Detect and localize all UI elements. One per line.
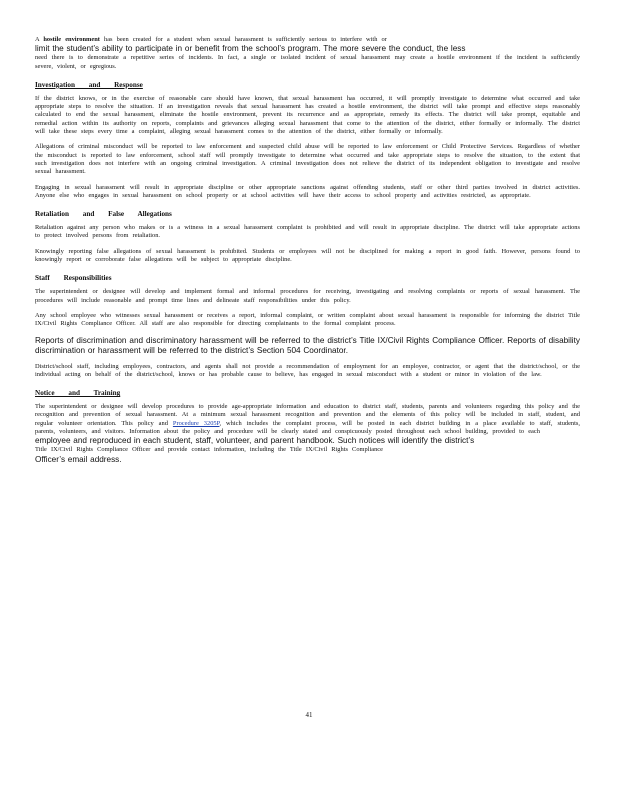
- staff-paragraph-3: District/school staff, including employees, contractors, and agents shall not provide a recommendation of employment for an employee, contractor, or agent that the district/school, or the individual acting on behalf of the district/school, knows or has probable cause to believe, has engaged in sexual misconduct with a student or minor in violation of the law.: [35, 362, 580, 378]
- notice-text-after: , which includes the complaint process, will be posted in each district building in a place available to staff, students, parents, volunteers, and visitors. Information about the policy and procedure will be clearly stated and conspicuously posted throughout each school building, provided to each: [35, 419, 580, 436]
- intro-paragraph: A hostile environment has been created for a student when sexual harassment is sufficiently serious to interfere with or: [35, 36, 387, 43]
- staff-paragraph-1: The superintendent or designee will develop and implement formal and informal procedures for receiving, investigating and resolving complaints or reports of sexual harassment. The procedures will include reasonable and prompt time lines and delineate staff responsibilities under this policy.: [35, 288, 580, 304]
- retaliation-paragraph-1: Retaliation against any person who makes or is a witness in a sexual harassment complaint is prohibited and will result in appropriate discipline. The district will take appropriate actions to protect involved persons from retaliation.: [35, 224, 580, 240]
- procedure-3205p-link[interactable]: Procedure 3205P: [172, 419, 220, 427]
- notice-heading: Notice and Training: [35, 389, 121, 398]
- staff-paragraph-2: Any school employee who witnesses sexual harassment or receives a report, informal complaint, or written complaint about sexual harassment is responsible for informing the district Title IX/Civil Rights Compliance Officer. All staff are also responsible for directing complainants to the formal complaint process.: [35, 311, 580, 328]
- notice-tail-line: Title IX/Civil Rights Compliance Officer and provide contact information, including the Title IX/Civil Rights Compliance: [35, 446, 383, 454]
- intro-text-1: has been created for a student when sexual harassment is sufficiently serious to interfere with or: [99, 36, 387, 43]
- staff-heading: Staff Responsibilities: [35, 274, 112, 283]
- investigation-paragraph-1: If the district knows, or in the exercise of reasonable care should have known, that sexual harassment has occurred, it will promptly investigate to determine what occurred and take appropriate steps to resolve the situation. If an investigation reveals that sexual harassment has created a hostile environment, the district will take prompt and effective steps reasonably calculated to end the sexual harassment, eliminate the hostile environment, prevent its recurrence and as appropriate, remedy its effects. The district will take prompt, equitable and remedial action within its authority on reports, complaints and grievances alleging sexual harassment that come to the attention of the district, either formally or informally. The district will take these steps every time a complaint, alleging sexual harassment comes to the attention of the district, either formally or informally.: [35, 94, 580, 136]
- notice-paragraph: [35, 403, 580, 436]
- page-number: 41: [305, 711, 313, 719]
- notice-text-before: The superintendent or designee will develop procedures to provide age-appropriate information and education to district staff, students, parents and volunteers regarding this policy and the recognition and prevention of sexual harassment. At a minimum sexual harassment recognition and prevention and the elements of this policy will be included in staff, student, and regular volunteer orientation. This policy and: [35, 403, 580, 427]
- notice-big-line: employee and reproduced in each student, staff, volunteer, and parent handbook. Such notices will identify the district’s: [35, 436, 475, 446]
- investigation-paragraph-3: Engaging in sexual harassment will result in appropriate discipline or other appropriate sanctions against offending students, staff or other third parties involved in district activities. Anyone else who engages in sexual harassment on school property or at school activities will have their access to school property and activities restricted, as appropriate.: [35, 183, 580, 199]
- investigation-paragraph-2: Allegations of criminal misconduct will be reported to law enforcement and suspected child abuse will be reported to law enforcement or Child Protective Services. Regardless of whether the misconduct is reported to law enforcement, school staff will promptly investigate to determine what occurred and take appropriate steps to resolve the situation, to the extent that such investigation does not interfere with an ongoing criminal investigation. A criminal investigation does not relieve the district of its independent obligation to investigate and resolve sexual harassment.: [35, 143, 580, 176]
- intro-big-line: limit the student’s ability to participate in or benefit from the school’s program. The more severe the conduct, the less: [35, 44, 466, 54]
- policy-page: [35, 36, 580, 472]
- notice-big-end: Officer’s email address.: [35, 454, 122, 464]
- hostile-environment-term: hostile environment: [43, 36, 100, 43]
- staff-referral-paragraph: Reports of discrimination and discriminatory harassment will be referred to the district’s Title IX/Civil Rights Compliance Officer. Reports of disability discrimination or harassment will be referred to the district’s Section 504 Coordinator.: [35, 335, 580, 355]
- investigation-heading: Investigation and Response: [35, 80, 143, 89]
- retaliation-paragraph-2: Knowingly reporting false allegations of sexual harassment is prohibited. Students or employees will not be disciplined for making a report in good faith. However, persons found to knowingly report or corroborate false allegations will be subject to appropriate discipline.: [35, 247, 580, 264]
- retaliation-heading: Retaliation and False Allegations: [35, 210, 172, 219]
- intro-text-2: need there is to demonstrate a repetitive series of incidents. In fact, a single or isolated incident of sexual harassment may create a hostile environment if the incident is sufficiently severe, violent, or egregious.: [35, 54, 580, 70]
